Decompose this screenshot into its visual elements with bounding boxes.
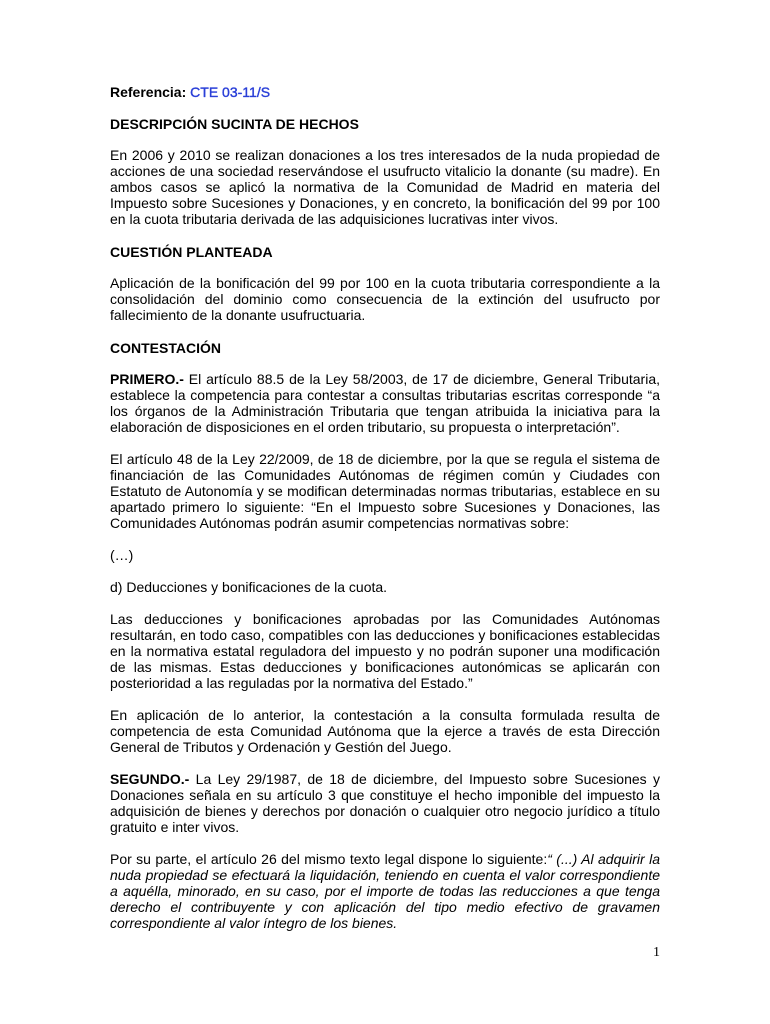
- paragraph-facts: En 2006 y 2010 se realizan donaciones a los tres interesados de la nuda propiedad de acciones de una sociedad reservándose el usufructo vitalicio la donante (su madre). En ambos casos se aplicó la normativa de la Comunidad de Madrid en materia del Impuesto sobre Sucesiones y Donaciones, y en concreto, la bonificación del 99 por 100 en la cuota tributaria derivada de las adquisiciones lucrativas inter vivos.: [110, 147, 660, 227]
- heading-answer: CONTESTACIÓN: [110, 340, 221, 356]
- heading-question: CUESTIÓN PLANTEADA: [110, 244, 273, 260]
- heading-facts: DESCRIPCIÓN SUCINTA DE HECHOS: [110, 116, 359, 132]
- segundo-text: La Ley 29/1987, de 18 de diciembre, del Impuesto sobre Sucesiones y Donaciones señala en su artículo 3 que constituye el hecho imponible del impuesto la adquisición de bienes y derechos por donación o cualquier otro negocio jurídico a título gratuito e inter vivos.: [110, 771, 660, 835]
- article-26-quote: “ (...) Al adquirir la nuda propiedad se efectuará la liquidación, teniendo en cuenta el valor correspondiente a aquélla, minorado, en su caso, por el importe de todas las reducciones a que tenga derecho el contribuyente y con aplicación del tipo medio efectivo de gravamen correspondiente al valor íntegro de los bienes.: [110, 851, 660, 931]
- paragraph-deducciones-detail: Las deducciones y bonificaciones aprobadas por las Comunidades Autónomas resultarán, en todo caso, compatibles con las deducciones y bonificaciones establecidas en la normativa estatal reguladora del impuesto y no podrán suponer una modificación de las mismas. Estas deducciones y bonificaciones autonómicas se aplicarán con posterioridad a las reguladas por la normativa del Estado.”: [110, 611, 660, 691]
- paragraph-segundo: [110, 771, 660, 835]
- article-26-intro: Por su parte, el artículo 26 del mismo texto legal dispone lo siguiente:: [110, 851, 548, 867]
- reference-code: CTE 03-11/S: [190, 84, 271, 100]
- reference-line: [110, 83, 660, 102]
- reference-label: Referencia:: [110, 84, 187, 100]
- segundo-label: SEGUNDO.-: [110, 771, 190, 787]
- page-number: 1: [653, 945, 660, 960]
- paragraph-primero: [110, 371, 660, 435]
- paragraph-question: Aplicación de la bonificación del 99 por 100 en la cuota tributaria correspondiente a la consolidación del dominio como consecuencia de la extinción del usufructo por fallecimiento de la donante usufructuaria.: [110, 275, 660, 323]
- primero-label: PRIMERO.-: [110, 371, 184, 387]
- paragraph-ellipsis: (…): [110, 547, 134, 563]
- paragraph-article-26: [110, 851, 660, 931]
- paragraph-article-48: El artículo 48 de la Ley 22/2009, de 18 de diciembre, por la que se regula el sistema de financiación de las Comunidades Autónomas de régimen común y Ciudades con Estatuto de Autonomía y se modifican determinadas normas tributarias, establece en su apartado primero lo siguiente: “En el Impuesto sobre Sucesiones y Donaciones, las Comunidades Autónomas podrán asumir competencias normativas sobre:: [110, 451, 660, 531]
- primero-text: El artículo 88.5 de la Ley 58/2003, de 17 de diciembre, General Tributaria, establece la competencia para contestar a consultas tributarias escritas corresponde “a los órganos de la Administración Tributaria que tengan atribuida la iniciativa para la elaboración de disposiciones en el orden tributario, su propuesta o interpretación”.: [110, 371, 660, 435]
- paragraph-competencia: En aplicación de lo anterior, la contestación a la consulta formulada resulta de competencia de esta Comunidad Autónoma que la ejerce a través de esta Dirección General de Tributos y Ordenación y Gestión del Juego.: [110, 707, 660, 755]
- paragraph-deducciones: d) Deducciones y bonificaciones de la cuota.: [110, 579, 388, 595]
